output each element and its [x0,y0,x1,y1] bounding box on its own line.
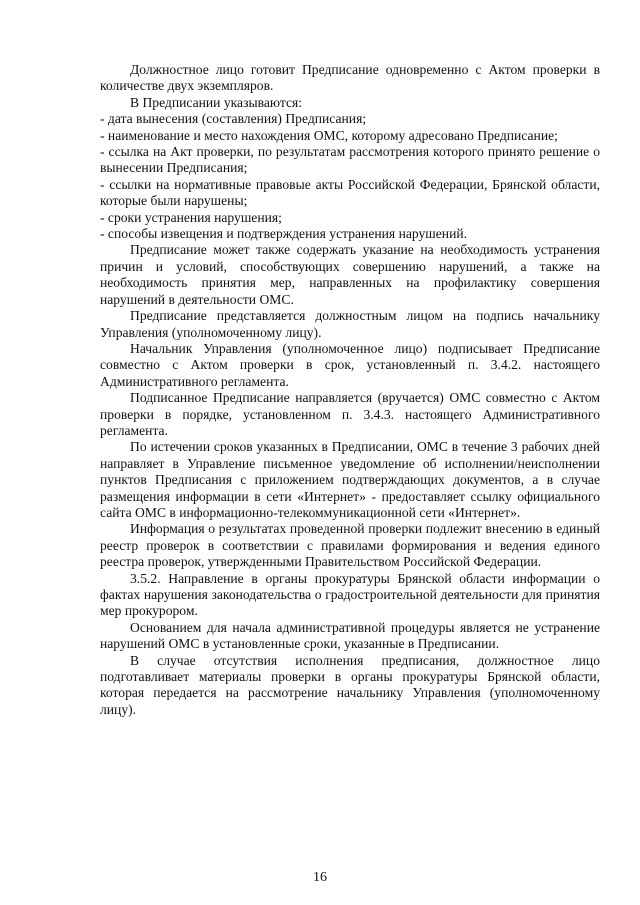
paragraph: В случае отсутствия исполнения предписания, должностное лицо подготавливает материалы проверки в органы прокуратуры Брянской области, которая передается на рассмотрение начальнику Управления (уполномоченному лицу). [100,652,600,717]
page-number: 16 [313,870,327,885]
paragraph: Предписание представляется должностным лицом на подпись начальнику Управления (уполномоченному лицу). [100,308,600,340]
paragraph: Должностное лицо готовит Предписание одновременно с Актом проверки в количестве двух экземпляров. [100,62,600,94]
list-item: - способы извещения и подтверждения устранения нарушений. [100,226,468,242]
paragraph: В Предписании указываются: [130,94,303,110]
list-item: - дата вынесения (составления) Предписания; [100,111,367,127]
paragraph: Основанием для начала административной процедуры является не устранение нарушений ОМС в установленные сроки, указанные в Предписании. [100,619,600,652]
document-body [100,62,600,718]
paragraph: По истечении сроков указанных в Предписании, ОМС в течение 3 рабочих дней направляет в Управление письменное уведомление об исполнении/неисполнении пунктов Предписания с приложением подтверждающих документов, а в случае размещения информации в сети «Интернет» - предоставляет ссылку официального сайта ОМС в информационно-телекоммуникационной сети «Интернет». [100,439,600,520]
paragraph: Информация о результатах проведенной проверки подлежит внесению в единый реестр проверок в соответствии с правилами формирования и ведения единого реестра проверок, утвержденными Правительством Российской Федерации. [100,521,600,570]
list-item: - наименование и место нахождения ОМС, которому адресовано Предписание; [100,127,558,143]
paragraph: Начальник Управления (уполномоченное лицо) подписывает Предписание совместно с Актом проверки в срок, установленный п. 3.4.2. настоящего Административного регламента. [100,340,600,389]
list-item: - ссылка на Акт проверки, по результатам рассмотрения которого принято решение о вынесении Предписания; [100,144,600,176]
paragraph: Подписанное Предписание направляется (вручается) ОМС совместно с Актом проверки в порядке, установленном п. 3.4.3. настоящего Административного регламента. [100,390,600,438]
list-item: - ссылки на нормативные правовые акты Российской Федерации, Брянской области, которые были нарушены; [100,176,600,209]
paragraph: Предписание может также содержать указание на необходимость устранения причин и условий, способствующих совершению нарушений, а также на необходимость принятия мер, направленных на профилактику совершения нарушений в деятельности ОМС. [100,242,600,307]
section-heading-paragraph: 3.5.2. Направление в органы прокуратуры Брянской области информации о фактах нарушения законодательства о градостроительной деятельности для принятия мер прокурором. [100,570,600,619]
list-item: - сроки устранения нарушения; [100,209,282,225]
